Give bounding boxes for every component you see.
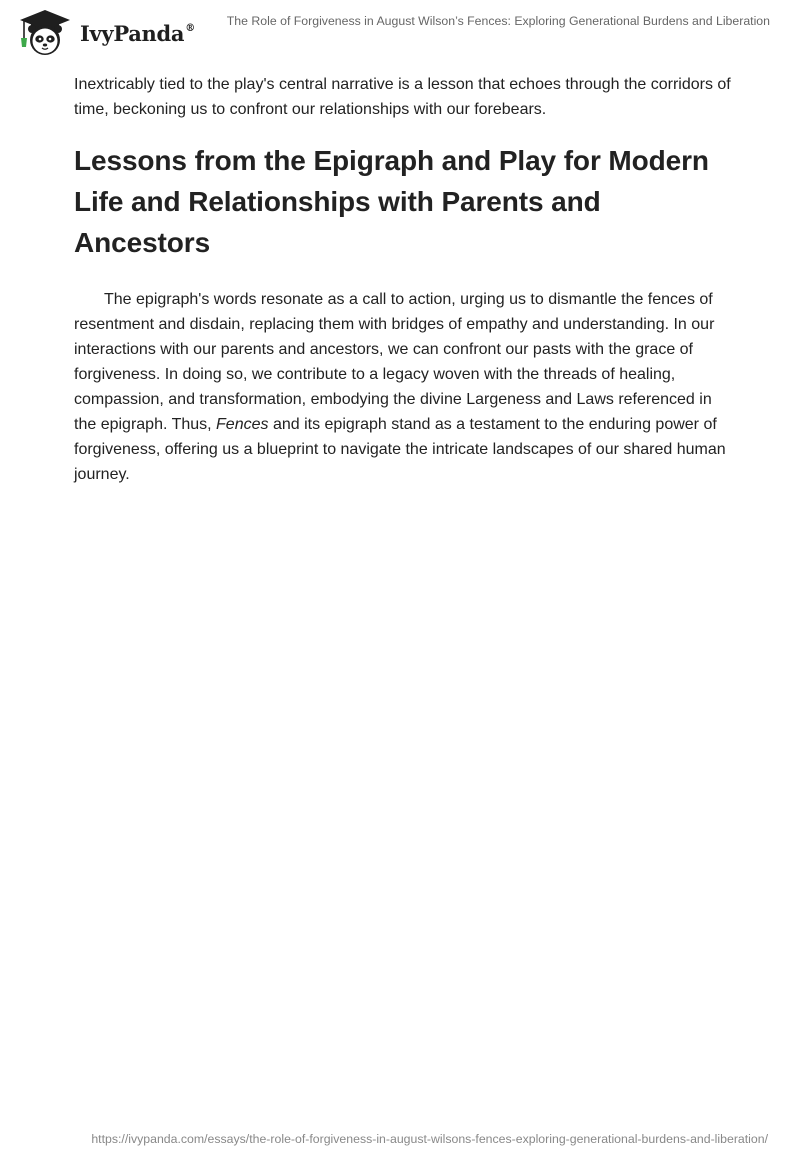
body-paragraph <box>74 287 734 487</box>
brand-name-text: IvyPanda <box>80 20 185 46</box>
play-title-italic: Fences <box>216 416 269 433</box>
source-url[interactable]: https://ivypanda.com/essays/the-role-of-forgiveness-in-august-wilsons-fences-exploring-generational-burdens-and-liberation/ <box>91 1132 768 1146</box>
body-paragraph-text-2: and its epigraph stand as a testament to the enduring power of forgiveness, offering us a blueprint to navigate the intricate landscapes of our shared human journey. <box>74 416 726 483</box>
registered-mark: ® <box>185 22 195 34</box>
body-paragraph-text-1: The epigraph's words resonate as a call to action, urging us to dismantle the fences of resentment and disdain, replacing them with bridges of empathy and understanding. In our interactions with our parents and ancestors, we can confront our pasts with the grace of forgiveness. In doing so, we contribute to a legacy woven with the threads of healing, compassion, and transformation, embodying the divine Largeness and Laws referenced in the epigraph. Thus, <box>74 291 715 433</box>
brand-name <box>80 21 195 46</box>
lead-paragraph: Inextricably tied to the play's central narrative is a lesson that echoes through the corridors of time, beckoning us to confront our relationships with our forebears. <box>74 76 731 118</box>
page-header <box>0 0 800 62</box>
ivypanda-logo[interactable] <box>16 8 195 56</box>
panda-graduate-icon <box>16 8 74 56</box>
section-heading: Lessons from the Epigraph and Play for Modern Life and Relationships with Parents and Ancestors <box>74 145 709 258</box>
document-title: The Role of Forgiveness in August Wilson’s Fences: Exploring Generational Burdens and Liberation <box>226 14 770 28</box>
essay-content <box>74 72 734 487</box>
